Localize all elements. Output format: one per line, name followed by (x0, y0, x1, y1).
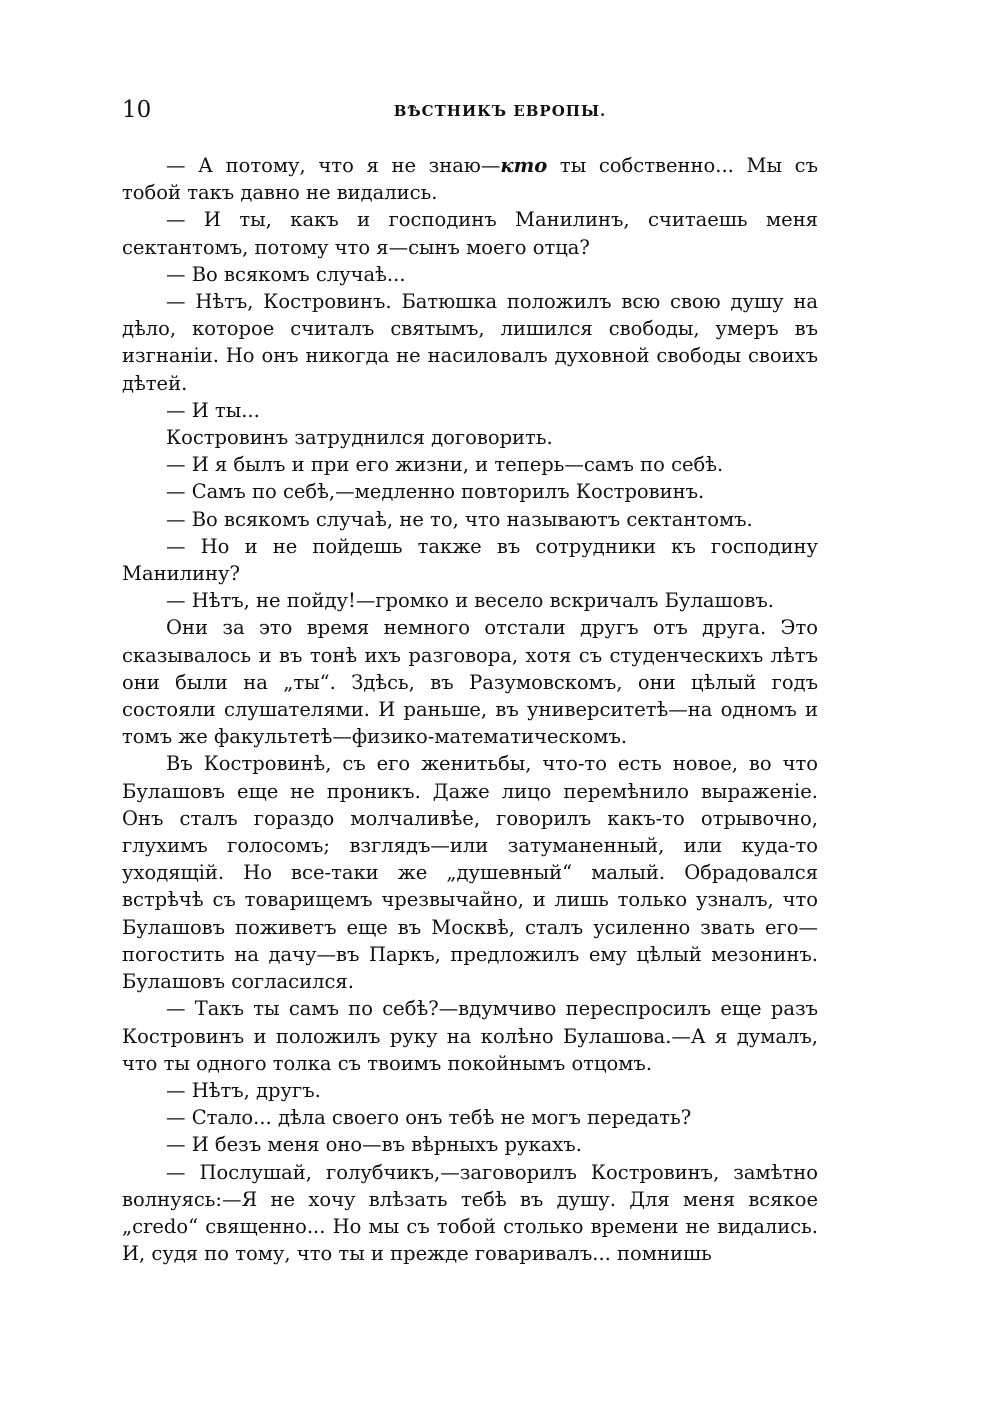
running-title: ВѢСТНИКЪ ЕВРОПЫ. (393, 102, 607, 120)
paragraph: — Нѣтъ, другъ. (166, 1078, 321, 1102)
paragraph: — Такъ ты самъ по себѣ?—вдумчиво переспросилъ еще разъ Костровинъ и положилъ руку на колѣно Булашова.—А я думалъ, что ты одного толка съ твоимъ покойнымъ отцомъ. (122, 997, 818, 1075)
paragraph: — Нѣтъ, Костровинъ. Батюшка положилъ всю свою душу на дѣло, которое считалъ святымъ, лишился свободы, умеръ въ изгнаніи. Но онъ никогда не насиловалъ духовной свободы своихъ дѣтей. (122, 290, 818, 395)
italic-word: кто (500, 154, 548, 177)
paragraph: — И безъ меня оно—въ вѣрныхъ рукахъ. (166, 1133, 582, 1157)
paragraph: Они за это время немного отстали другъ отъ друга. Это сказывалось и въ тонѣ ихъ разговора, хотя съ студенческихъ лѣтъ они были на „ты“. Здѣсь, въ Разумовскомъ, они цѣлый годъ состояли слушателями. И раньше, въ университетѣ—на одномъ и томъ же факультетѣ—физико-математическомъ. (122, 616, 818, 749)
text-run: — А потому, что я не знаю— (166, 154, 501, 177)
paragraph: — Послушай, голубчикъ,—заговорилъ Костровинъ, замѣтно волнуясь:—Я не хочу влѣзать тебѣ въ душу. Для меня всякое „credo“ священно... Но мы съ тобой столько времени не видались. И, судя по тому, что ты и прежде говаривалъ... помнишь (122, 1160, 818, 1266)
paragraph: Въ Костровинѣ, съ его женитьбы, что-то есть новое, во что Булашовъ еще не проникъ. Даже лицо перемѣнило выраженіе. Онъ сталъ гораздо молчаливѣе, говорилъ какъ-то отрывочно, глухимъ голосомъ; взглядъ—или затуманенный, или куда-то уходящій. Но все-таки же „душевный“ малый. Обрадовался встрѣчѣ съ товарищемъ чрезвычайно, и лишь только узналъ, что Булашовъ поживетъ еще въ Москвѣ, сталъ усиленно звать его—погостить на дачу—въ Паркъ, предложилъ ему цѣлый мезонинъ. Булашовъ согласился. (122, 752, 818, 994)
paragraph: — Во всякомъ случаѣ, не то, что называютъ сектантомъ. (166, 507, 753, 531)
text-run: ты собственно... Мы съ тобой такъ давно не видались. (122, 154, 818, 205)
paragraph: — И ты, какъ и господинъ Манилинъ, считаешь меня сектантомъ, потому что я—сынъ моего отца? (122, 208, 818, 259)
paragraph: — Стало... дѣла своего онъ тебѣ не могъ передать? (166, 1106, 692, 1130)
paragraph: — Но и не пойдешь также въ сотрудники къ господину Манилину? (122, 534, 818, 586)
paragraph: Костровинъ затруднился договорить. (166, 426, 553, 450)
paragraph: — И я былъ и при его жизни, и теперь—самъ по себѣ. (166, 453, 724, 477)
paragraph: — Во всякомъ случаѣ... (166, 262, 406, 286)
paragraph: — И ты... (166, 398, 260, 422)
page-number: 10 (122, 97, 152, 123)
body-text (122, 152, 818, 1267)
paragraph: — Нѣтъ, не пойду!—громко и весело вскричалъ Булашовъ. (166, 589, 774, 613)
paragraph: — Самъ по себѣ,—медленно повторилъ Костровинъ. (166, 480, 705, 504)
paragraph (122, 152, 818, 206)
